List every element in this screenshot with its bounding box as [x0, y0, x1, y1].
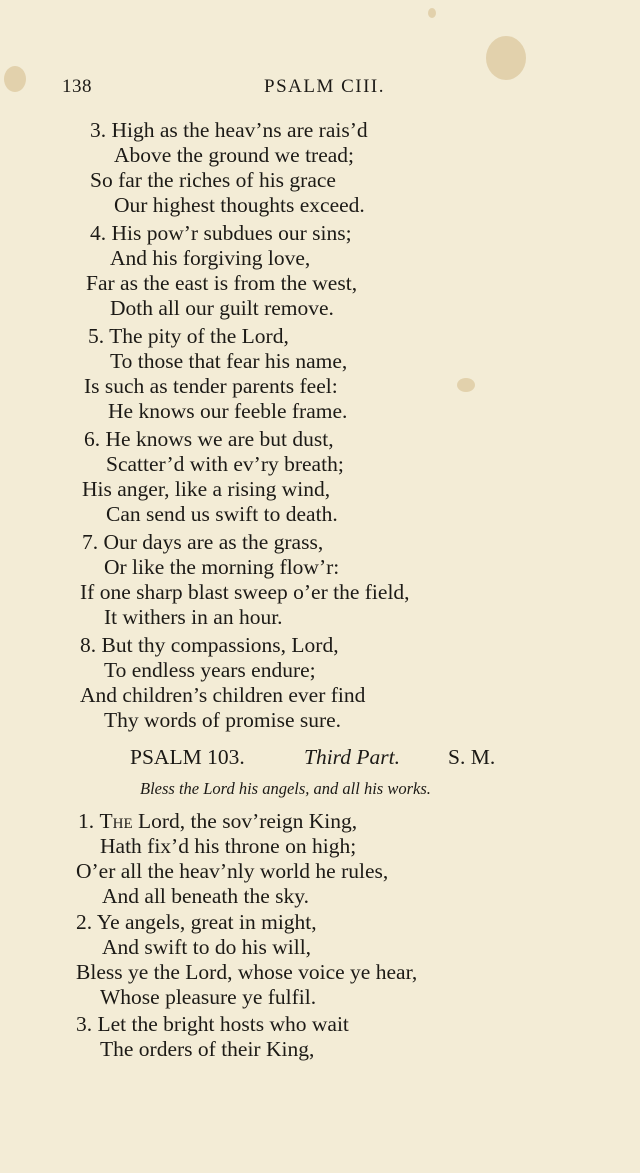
psalm-part: Third Part. — [304, 745, 400, 769]
stanza-line: Thy words of promise sure. — [104, 708, 342, 732]
verse-text: High as the heav’ns are rais’d — [111, 118, 368, 142]
page-header — [62, 76, 570, 102]
stanza-line — [82, 530, 323, 555]
psalm-number: PSALM 103. — [130, 745, 245, 769]
stanza-line: Whose pleasure ye fulfil. — [100, 985, 317, 1009]
stanza-line: Can send us swift to death. — [106, 502, 338, 526]
running-head: PSALM CIII. — [264, 76, 386, 97]
stanza-line: It withers in an hour. — [104, 605, 283, 629]
psalm-meter: S. M. — [448, 745, 496, 769]
stanza-line: Far as the east is from the west, — [86, 271, 358, 295]
stanza-line: Or like the morning flow’r: — [104, 555, 340, 579]
paper-stain — [457, 378, 475, 392]
stanza-line — [88, 324, 289, 349]
stanza-line: Scatter’d with ev’ry breath; — [106, 452, 344, 476]
stanza-number: 8. — [80, 633, 97, 657]
stanza-number: 2. — [76, 910, 93, 934]
stanza-line: And all beneath the sky. — [102, 884, 309, 908]
stanza-line — [76, 910, 317, 935]
paper-stain — [4, 66, 26, 92]
stanza-line: To endless years endure; — [104, 658, 316, 682]
stanza-number: 7. — [82, 530, 99, 554]
verse-text: The pity of the Lord, — [109, 324, 289, 348]
verse-text: But thy compassions, Lord, — [101, 633, 339, 657]
paper-stain — [428, 8, 436, 18]
verse-text: His pow’r subdues our sins; — [111, 221, 352, 245]
psalm-subtitle: Bless the Lord his angels, and all his works. — [140, 779, 431, 798]
stanza-line — [76, 1012, 349, 1037]
page-number: 138 — [62, 76, 92, 97]
stanza-line — [90, 118, 368, 143]
stanza-line: To those that fear his name, — [110, 349, 348, 373]
stanza-line — [80, 633, 339, 658]
stanza-line: Our highest thoughts exceed. — [114, 193, 365, 217]
stanza-line — [84, 427, 334, 452]
stanza-line — [78, 809, 357, 834]
stanza-line: Above the ground we tread; — [114, 143, 355, 167]
verse-text: Our days are as the grass, — [103, 530, 324, 554]
verse-text: Ye angels, great in might, — [96, 910, 317, 934]
verse-text: Let the bright hosts who wait — [97, 1012, 349, 1036]
stanza-line: Bless ye the Lord, whose voice ye hear, — [76, 960, 418, 984]
stanza-line: So far the riches of his grace — [90, 168, 336, 192]
stanza-line: Doth all our guilt remove. — [110, 296, 334, 320]
stanza-line: If one sharp blast sweep o’er the field, — [80, 580, 410, 604]
stanza-line: And his forgiving love, — [110, 246, 311, 270]
stanza-number: 1. — [78, 809, 95, 833]
stanza-line: His anger, like a rising wind, — [82, 477, 331, 501]
stanza-line: He knows our feeble frame. — [108, 399, 348, 423]
stanza-line: The orders of their King, — [100, 1037, 315, 1061]
stanza-line: Hath fix’d his throne on high; — [100, 834, 357, 858]
stanza-line: And children’s children ever find — [80, 683, 366, 707]
stanza-number: 6. — [84, 427, 101, 451]
paper-stain — [486, 36, 526, 80]
stanza-line — [90, 221, 352, 246]
stanza-number: 3. — [90, 118, 107, 142]
verse-text: He knows we are but dust, — [105, 427, 334, 451]
drop-word: The — [99, 809, 133, 833]
verse-text: Lord, the sov’reign King, — [138, 809, 358, 833]
stanza-number: 3. — [76, 1012, 93, 1036]
stanza-line: And swift to do his will, — [102, 935, 312, 959]
stanza-number: 4. — [90, 221, 107, 245]
stanza-line: Is such as tender parents feel: — [84, 374, 338, 398]
stanza-line: O’er all the heav’nly world he rules, — [76, 859, 389, 883]
stanza-number: 5. — [88, 324, 105, 348]
